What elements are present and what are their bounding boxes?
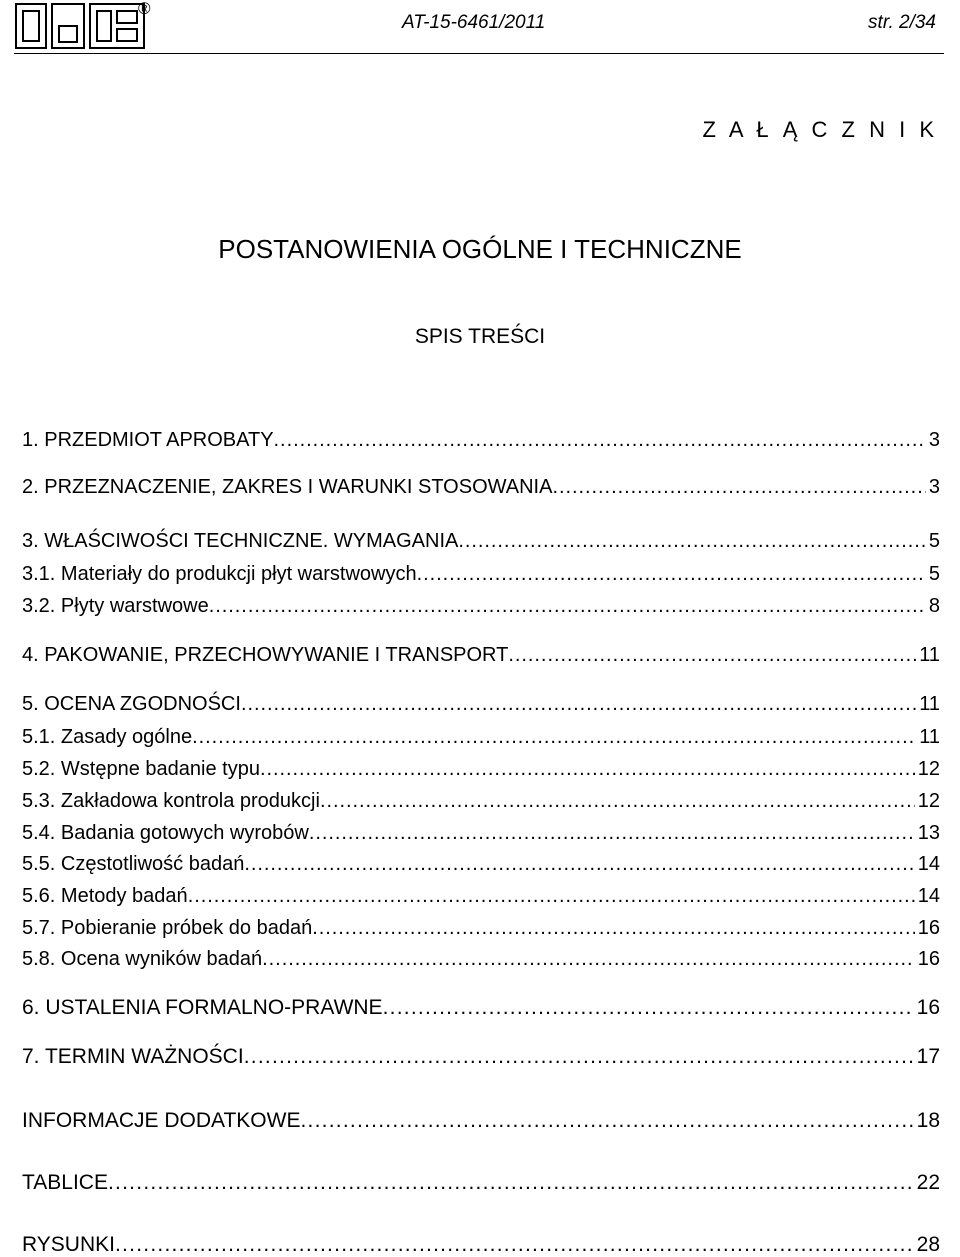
page-number: str. 2/34: [868, 12, 936, 33]
toc-entry-label: 5.8. Ocena wyników badań: [22, 948, 263, 970]
toc-entry-page: 18: [916, 1109, 940, 1132]
toc-entry[interactable]: [22, 725, 940, 749]
toc-entry[interactable]: [22, 947, 940, 971]
toc-entry-page: 14: [917, 853, 940, 875]
toc-entry-page: 8: [928, 595, 940, 617]
toc-entry-page: 16: [917, 948, 940, 970]
annex-label: Z A Ł Ą C Z N I K: [702, 117, 938, 142]
toc-heading: SPIS TREŚCI: [414, 325, 546, 348]
toc-entry-page: 14: [917, 885, 940, 907]
toc-entry[interactable]: [22, 789, 940, 813]
toc-entry[interactable]: [22, 1171, 940, 1195]
toc-entry[interactable]: [22, 884, 940, 908]
toc-leader: [312, 916, 915, 940]
toc-entry-label: 5.2. Wstępne badanie typu: [22, 758, 260, 780]
toc-leader: [115, 1233, 914, 1257]
toc-entry-label: 5.3. Zakładowa kontrola produkcji: [22, 790, 320, 812]
toc-leader: [241, 692, 916, 716]
toc-leader: [320, 789, 915, 813]
toc-entry[interactable]: [22, 562, 940, 586]
toc-entry-page: 11: [919, 726, 940, 748]
toc-entry[interactable]: [22, 1233, 940, 1257]
registered-mark: ®: [138, 0, 151, 18]
toc-entry[interactable]: [22, 757, 940, 781]
toc-entry-page: 5: [928, 563, 940, 585]
toc-entry-page: 3: [928, 429, 940, 451]
toc-leader: [383, 996, 914, 1020]
toc-entry[interactable]: [22, 916, 940, 940]
toc-entry[interactable]: [22, 1045, 940, 1069]
toc-leader: [192, 725, 916, 749]
approval-reference: AT-15-6461/2011: [402, 12, 546, 33]
toc-entry-page: 12: [917, 758, 940, 780]
toc-leader: [552, 475, 925, 499]
toc-leader: [458, 529, 926, 553]
toc-entry-page: 5: [928, 530, 940, 552]
toc-entry-page: 22: [916, 1171, 940, 1194]
toc-entry-label: 5. OCENA ZGODNOŚCI: [22, 693, 241, 715]
toc-entry-label: 3. WŁAŚCIWOŚCI TECHNICZNE. WYMAGANIA: [22, 530, 459, 552]
toc-entry-label: RYSUNKI: [22, 1233, 115, 1256]
toc-entry[interactable]: [22, 821, 940, 845]
toc-entry-page: 28: [916, 1233, 940, 1256]
toc-entry[interactable]: [22, 428, 940, 452]
header-rule: [14, 53, 944, 54]
toc-leader: [244, 1045, 914, 1069]
toc-entry[interactable]: [22, 643, 940, 667]
toc-entry[interactable]: [22, 852, 940, 876]
toc-entry-label: 2. PRZEZNACZENIE, ZAKRES I WARUNKI STOSOWANIA: [22, 476, 553, 498]
toc-entry-label: 5.5. Częstotliwość badań: [22, 853, 245, 875]
toc-entry-label: 4. PAKOWANIE, PRZECHOWYWANIE I TRANSPORT: [22, 644, 509, 666]
toc-leader: [209, 594, 926, 618]
toc-entry-page: 13: [917, 822, 940, 844]
toc-entry-label: 6. USTALENIA FORMALNO-PRAWNE: [22, 996, 383, 1019]
toc-entry-page: 11: [919, 644, 940, 666]
toc-entry-label: 5.7. Pobieranie próbek do badań: [22, 917, 313, 939]
toc-entry-label: 3.2. Płyty warstwowe: [22, 595, 209, 617]
toc-entry-label: 5.1. Zasady ogólne: [22, 726, 193, 748]
toc-entry-page: 16: [917, 917, 940, 939]
toc-entry[interactable]: [22, 594, 940, 618]
toc-entry[interactable]: [22, 996, 940, 1020]
toc-entry-label: 1. PRZEDMIOT APROBATY: [22, 429, 274, 451]
toc-leader: [262, 947, 915, 971]
toc-leader: [508, 643, 916, 667]
toc-entry-label: TABLICE: [22, 1171, 108, 1194]
toc-leader: [108, 1171, 914, 1195]
toc-entry[interactable]: [22, 475, 940, 499]
toc-leader: [274, 428, 926, 452]
toc-leader: [417, 562, 926, 586]
toc-leader: [300, 1109, 913, 1133]
toc-entry-label: 7. TERMIN WAŻNOŚCI: [22, 1045, 244, 1068]
document-title: POSTANOWIENIA OGÓLNE I TECHNICZNE: [218, 234, 742, 264]
toc-entry-label: 5.6. Metody badań: [22, 885, 188, 907]
toc-entry[interactable]: [22, 692, 940, 716]
toc-entry-page: 11: [919, 693, 940, 715]
toc-entry-label: INFORMACJE DODATKOWE: [22, 1109, 301, 1132]
toc-entry[interactable]: [22, 529, 940, 553]
toc-leader: [309, 821, 915, 845]
toc-entry-page: 17: [916, 1045, 940, 1068]
toc-entry[interactable]: [22, 1109, 940, 1133]
toc-entry-page: 16: [916, 996, 940, 1019]
toc-entry-page: 3: [928, 476, 940, 498]
toc-leader: [244, 852, 914, 876]
toc-entry-label: 3.1. Materiały do produkcji płyt warstwowych: [22, 563, 417, 585]
toc-entry-page: 12: [917, 790, 940, 812]
toc-leader: [260, 757, 915, 781]
toc-leader: [188, 884, 915, 908]
toc-entry-label: 5.4. Badania gotowych wyrobów: [22, 822, 309, 844]
